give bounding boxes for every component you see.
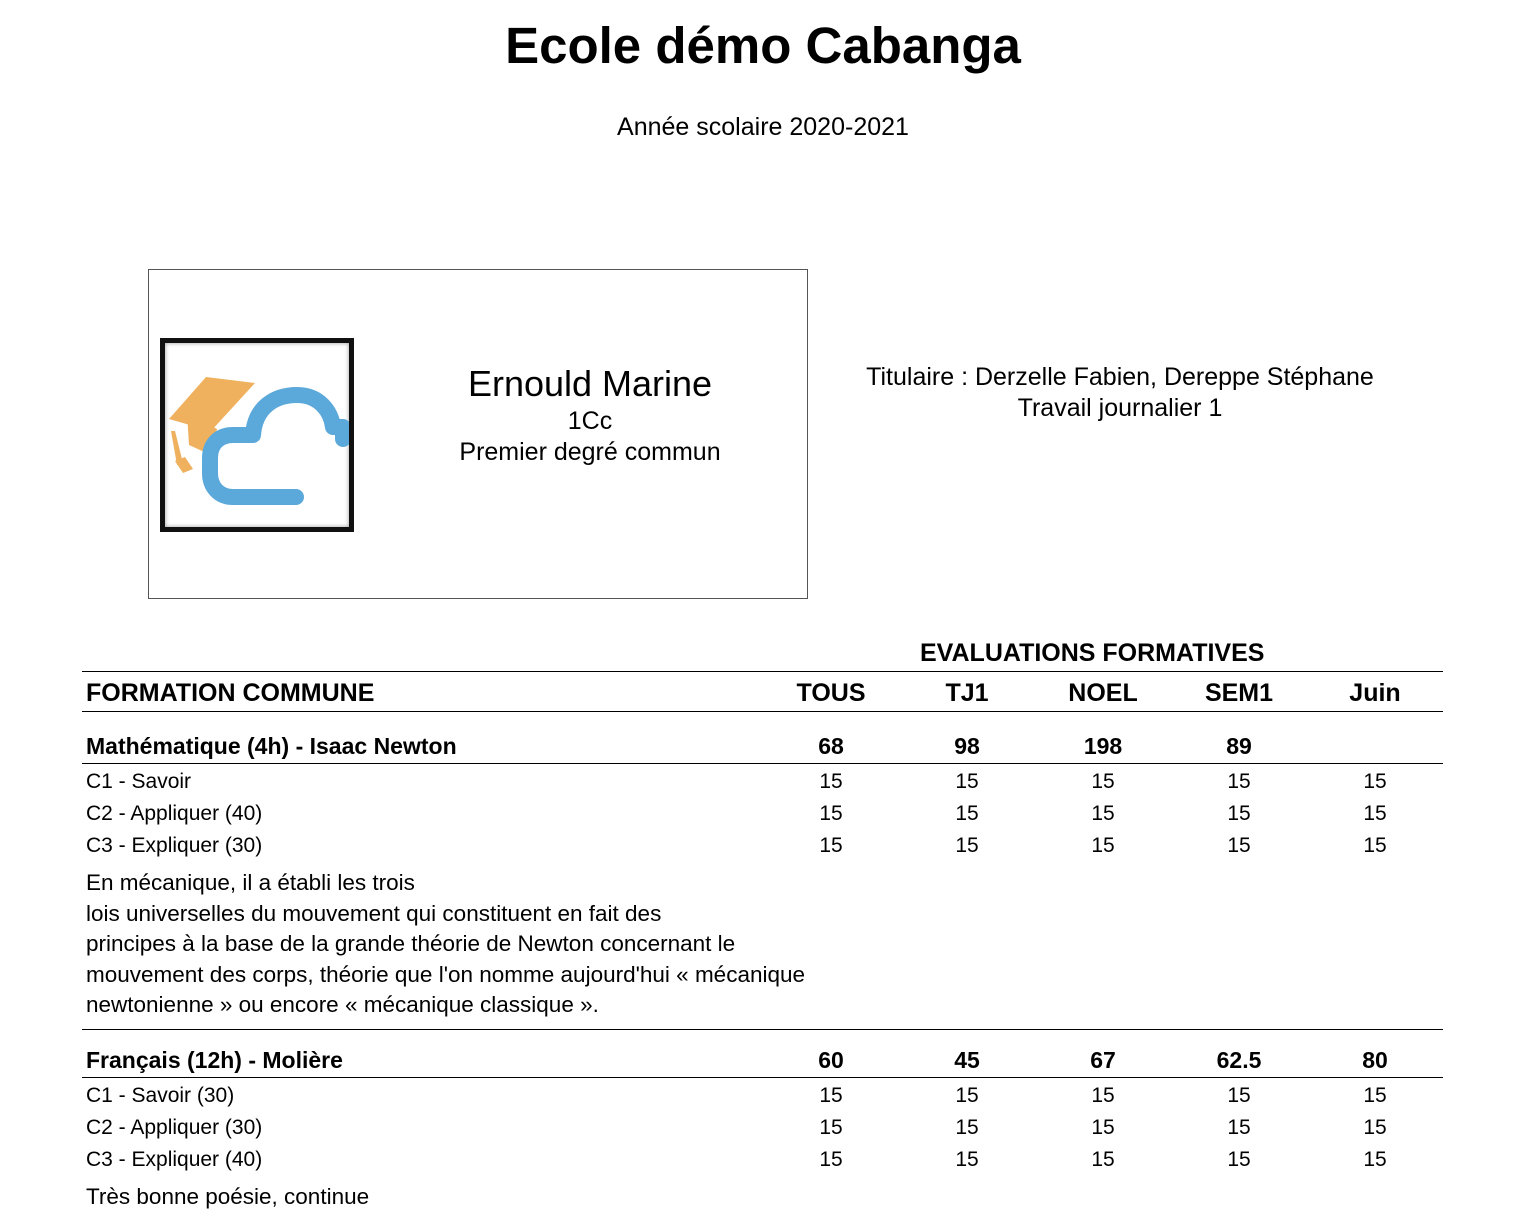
student-card	[148, 269, 808, 599]
competence-score: 15	[1363, 770, 1387, 793]
header-rule	[82, 711, 1443, 712]
competence-score: 15	[1091, 802, 1115, 825]
student-class: 1Cc	[567, 407, 613, 435]
subject-total: 89	[1226, 733, 1252, 759]
competence-score: 15	[955, 802, 979, 825]
competence-score: 15	[1227, 1084, 1251, 1107]
column-header: Juin	[1349, 679, 1401, 707]
subject-title: Mathématique (4h) - Isaac Newton	[86, 733, 457, 759]
subject-row	[0, 1044, 1526, 1076]
competence-score: 15	[1363, 1148, 1387, 1171]
subject-total: 98	[954, 733, 980, 759]
school-year: Année scolaire 2020-2021	[617, 113, 909, 141]
subject-total: 80	[1362, 1047, 1388, 1073]
comment-line: newtonienne » ou encore « mécanique classique ».	[86, 992, 599, 1017]
competence-score: 15	[819, 802, 843, 825]
subject-row	[0, 730, 1526, 762]
competence-score: 15	[819, 1084, 843, 1107]
column-header: SEM1	[1204, 679, 1274, 707]
competence-row	[0, 766, 1526, 798]
competence-score: 15	[819, 1148, 843, 1171]
subject-end-rule	[82, 1029, 1443, 1030]
titulaire-names: Titulaire : Derzelle Fabien, Dereppe Stéphane	[866, 363, 1374, 391]
competence-score: 15	[819, 770, 843, 793]
group-title: FORMATION COMMUNE	[86, 679, 375, 707]
subject-rule	[82, 1077, 1443, 1078]
subject-total: 68	[818, 733, 844, 759]
comment-line: principes à la base de la grande théorie de Newton concernant le	[86, 931, 736, 956]
titulaire-block	[820, 362, 1420, 424]
competence-score: 15	[1227, 802, 1251, 825]
competence-score: 15	[955, 770, 979, 793]
competence-row	[0, 830, 1526, 862]
competence-score: 15	[1227, 1116, 1251, 1139]
competence-label: C1 - Savoir (30)	[86, 1084, 235, 1107]
comment-line: En mécanique, il a établi les trois	[86, 870, 415, 895]
competence-label: C3 - Expliquer (30)	[86, 834, 263, 857]
competence-row	[0, 1080, 1526, 1112]
competence-score: 15	[955, 1116, 979, 1139]
competence-score: 15	[955, 1148, 979, 1171]
report-period: Travail journalier 1	[1017, 394, 1223, 422]
competence-label: C1 - Savoir	[86, 770, 192, 793]
subject-comment	[86, 868, 886, 1021]
competence-row	[0, 798, 1526, 830]
subject-title: Français (12h) - Molière	[86, 1047, 343, 1073]
competence-score: 15	[819, 834, 843, 857]
competence-score: 15	[955, 834, 979, 857]
competence-score: 15	[1091, 1148, 1115, 1171]
competence-score: 15	[1363, 1116, 1387, 1139]
table-header-row	[0, 677, 1526, 709]
subject-total: 60	[818, 1047, 844, 1073]
competence-score: 15	[1227, 1148, 1251, 1171]
subject-total: 67	[1090, 1047, 1116, 1073]
subject-total: 198	[1083, 733, 1123, 759]
school-title: Ecole démo Cabanga	[505, 17, 1021, 74]
column-header: NOEL	[1068, 679, 1138, 707]
column-header: TOUS	[796, 679, 866, 707]
student-info	[444, 362, 736, 468]
subject-rule	[82, 763, 1443, 764]
graduation-cap-cloud-icon	[165, 343, 349, 527]
competence-score: 15	[1091, 1116, 1115, 1139]
comment-line: lois universelles du mouvement qui constituent en fait des	[86, 900, 662, 926]
competence-score: 15	[1363, 834, 1387, 857]
competence-row	[0, 1112, 1526, 1144]
competence-score: 15	[1363, 802, 1387, 825]
competence-score: 15	[819, 1116, 843, 1139]
competence-score: 15	[1091, 834, 1115, 857]
student-degree: Premier degré commun	[459, 438, 721, 466]
competence-score: 15	[1363, 1084, 1387, 1107]
subject-total: 62.5	[1216, 1047, 1262, 1073]
competence-score: 15	[1091, 1084, 1115, 1107]
subject-total: 45	[954, 1047, 980, 1073]
competence-score: 15	[1091, 770, 1115, 793]
competence-label: C2 - Appliquer (40)	[86, 802, 263, 825]
section-title: EVALUATIONS FORMATIVES	[920, 639, 1265, 667]
competence-label: C2 - Appliquer (30)	[86, 1116, 263, 1139]
comment-line: Très bonne poésie, continue	[86, 1184, 370, 1209]
table-top-rule	[82, 671, 1443, 672]
comment-line: mouvement des corps, théorie que l'on nomme aujourd'hui « mécanique	[86, 961, 806, 987]
competence-score: 15	[1227, 834, 1251, 857]
competence-row	[0, 1144, 1526, 1176]
competence-score: 15	[955, 1084, 979, 1107]
column-header: TJ1	[945, 679, 989, 707]
competence-label: C3 - Expliquer (40)	[86, 1148, 263, 1171]
subject-comment	[86, 1182, 886, 1213]
competence-score: 15	[1227, 770, 1251, 793]
school-logo	[160, 338, 354, 532]
student-name: Ernould Marine	[467, 363, 713, 404]
